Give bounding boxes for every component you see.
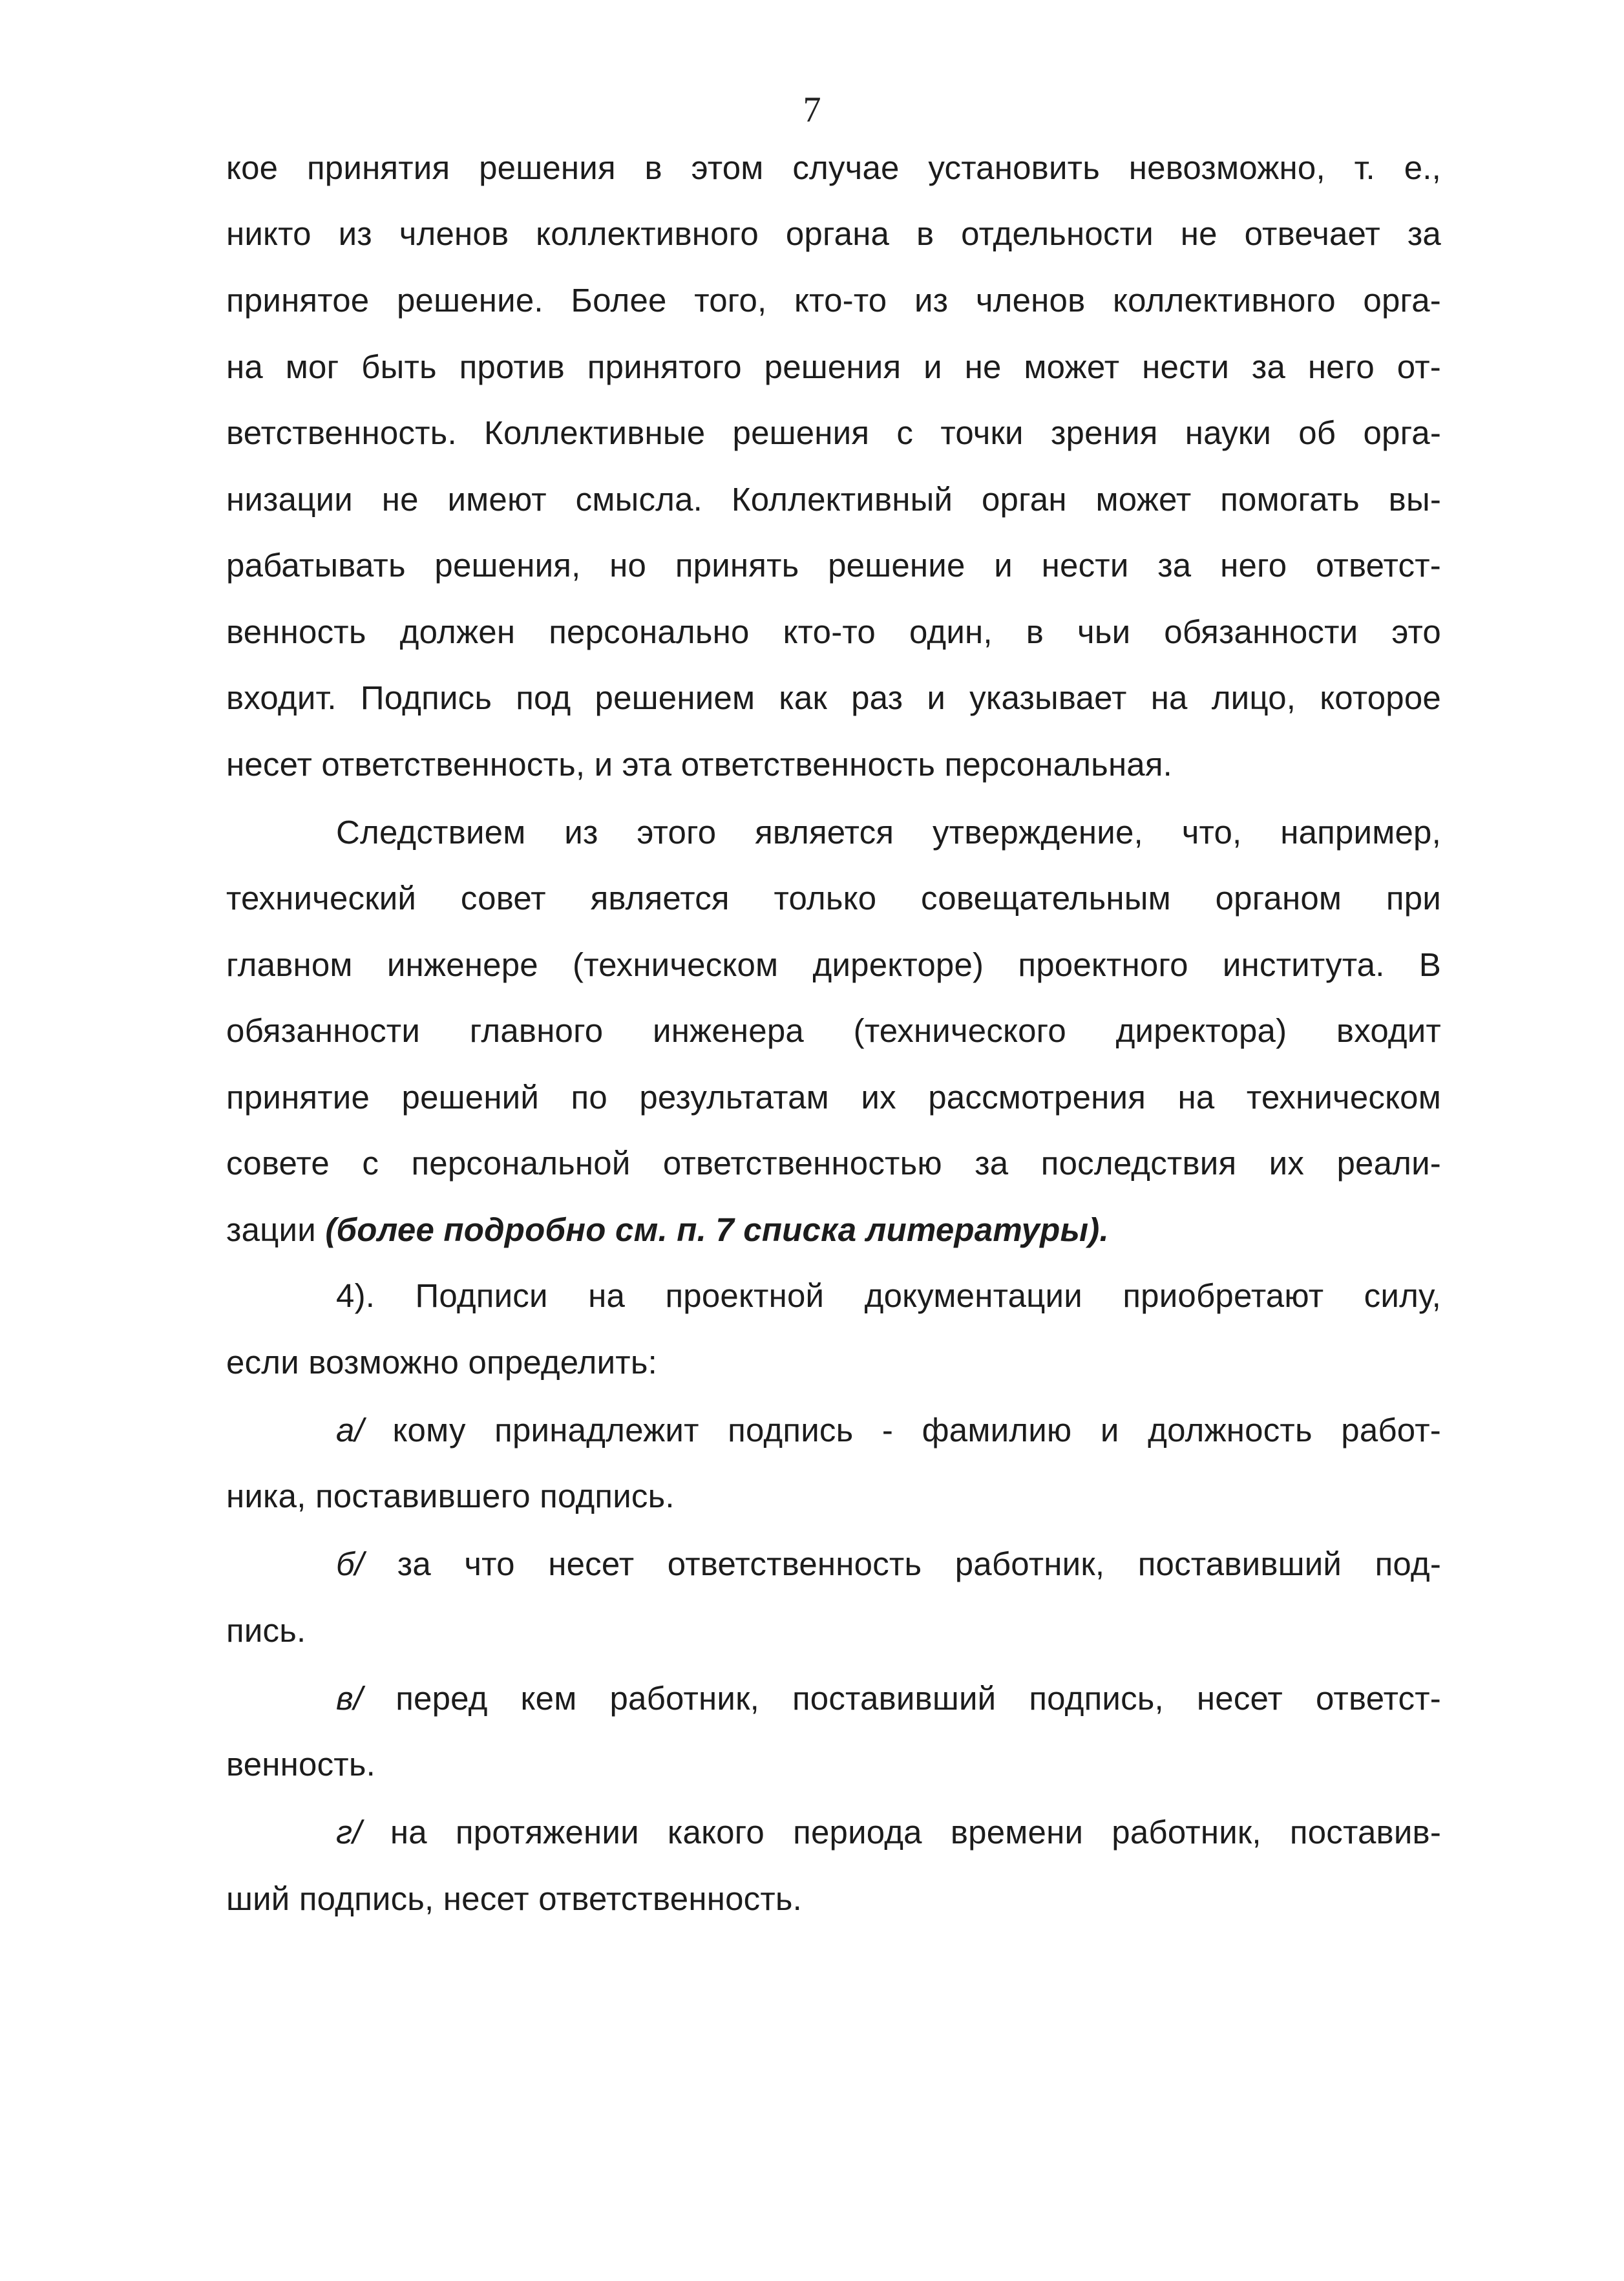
text-line [226, 215, 1441, 253]
text-line [226, 613, 1441, 652]
line-text: на протяжении какого периода времени работник, поставив- [361, 1814, 1441, 1851]
line-text: низации не имеют смысла. Коллективный орган может помогать вы- [226, 481, 1441, 518]
text-line [226, 1880, 802, 1918]
line-text: пись. [226, 1612, 306, 1649]
line-text: венность должен персонально кто-то один, в чьи обязанности это [226, 613, 1441, 650]
line-text: если возможно определить: [226, 1344, 658, 1381]
text-line [226, 1211, 1109, 1249]
line-text: обязанности главного инженера (технического директора) входит [226, 1012, 1441, 1049]
line-text: на мог быть против принятого решения и не может нести за него от- [226, 348, 1441, 385]
list-marker: а/ [336, 1412, 364, 1448]
line-text: ветственность. Коллективные решения с точки зрения науки об орга- [226, 414, 1441, 451]
line-text: несет ответственность, и эта ответственность персональная. [226, 746, 1173, 783]
line-text: зации [226, 1211, 316, 1248]
text-line [226, 1343, 657, 1382]
text-line [226, 1611, 306, 1650]
text-line [226, 546, 1441, 585]
text-line [226, 480, 1441, 519]
text-line [226, 281, 1441, 320]
line-text: перед кем работник, поставивший подпись, несет ответст- [363, 1680, 1441, 1717]
text-line [226, 149, 1441, 187]
line-text: принятое решение. Более того, кто-то из членов коллективного орга- [226, 282, 1441, 319]
line-text: венность. [226, 1746, 375, 1783]
text-line [336, 1277, 1441, 1315]
line-text: кому принадлежит подпись - фамилию и должность работ- [363, 1412, 1441, 1448]
line-text: кое принятия решения в этом случае установить невозможно, т. е., [226, 149, 1441, 186]
list-marker: в/ [336, 1680, 363, 1717]
text-line [226, 946, 1441, 984]
text-line [226, 1477, 675, 1516]
line-text: технический совет является только совещательным органом при [226, 880, 1441, 917]
text-line [226, 1144, 1441, 1183]
text-line [226, 745, 1172, 784]
line-text: никто из членов коллективного органа в отдельности не отвечает за [226, 215, 1441, 252]
list-marker: б/ [336, 1545, 364, 1582]
text-line [336, 813, 1441, 852]
text-line [226, 1078, 1441, 1117]
line-text: ший подпись, несет ответственность. [226, 1880, 803, 1917]
line-text: за что несет ответственность работник, поставивший под- [364, 1545, 1441, 1582]
list-marker: г/ [336, 1814, 362, 1851]
text-line [226, 879, 1441, 918]
line-text: Следствием из этого является утверждение, что, например, [336, 814, 1441, 851]
text-line [336, 1411, 1441, 1450]
text-line [226, 1012, 1441, 1050]
line-text: рабатывать решения, но принять решение и нести за него ответст- [226, 547, 1441, 584]
text-line [336, 1679, 1441, 1718]
line-text: принятие решений по результатам их рассмотрения на техническом [226, 1079, 1441, 1116]
text-line [226, 679, 1441, 717]
line-text: входит. Подпись под решением как раз и указывает на лицо, которое [226, 679, 1441, 716]
text-line [226, 1745, 375, 1784]
text-line [226, 348, 1441, 387]
line-text: ника, поставившего подпись. [226, 1478, 675, 1514]
line-text: совете с персональной ответственностью за последствия их реали- [226, 1145, 1441, 1182]
literature-reference: (более подробно см. п. 7 списка литературы). [325, 1211, 1109, 1248]
text-line [336, 1813, 1441, 1852]
text-line [226, 414, 1441, 452]
text-line [336, 1545, 1441, 1584]
page-number: 7 [803, 90, 821, 130]
line-text: 4). Подписи на проектной документации приобретают силу, [336, 1277, 1441, 1314]
line-text: главном инженере (техническом директоре) проектного института. В [226, 946, 1441, 983]
